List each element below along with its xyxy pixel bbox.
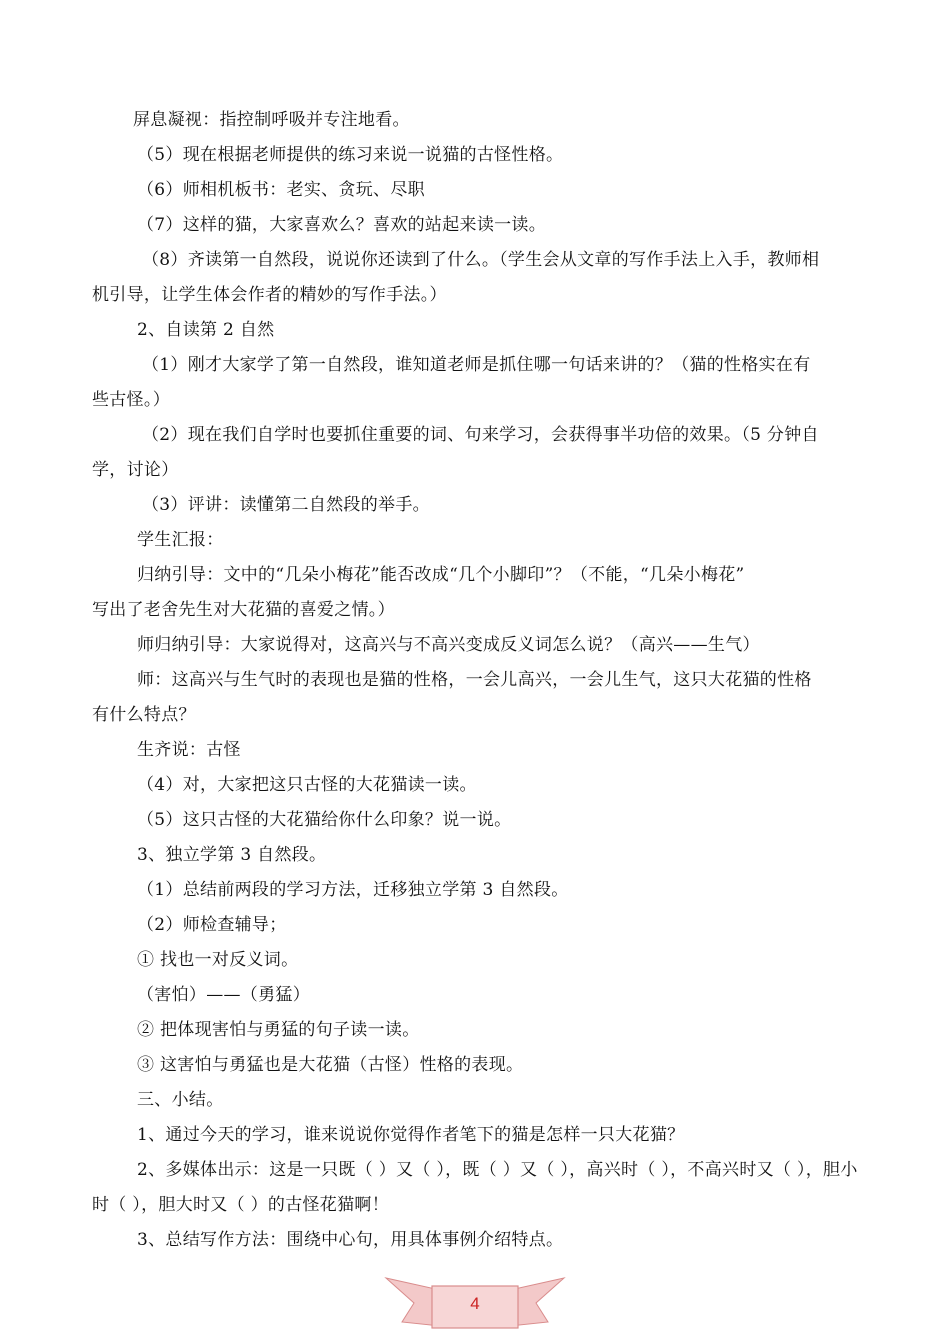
- text-line: （5）这只古怪的大花猫给你什么印象？说一说。: [137, 810, 512, 830]
- text-line: （2）现在我们自学时也要抓住重要的词、句来学习，会获得事半功倍的效果。（5 分钟自: [142, 425, 819, 445]
- text-line: （5）现在根据老师提供的练习来说一说猫的古怪性格。: [137, 145, 564, 165]
- text-line: （2）师检查辅导；: [137, 915, 287, 935]
- text-line: （8）齐读第一自然段，说说你还读到了什么。（学生会从文章的写作手法上入手，教师相: [142, 250, 820, 270]
- text-line: 写出了老舍先生对大花猫的喜爱之情。）: [92, 600, 395, 620]
- text-line: ② 把体现害怕与勇猛的句子读一读。: [137, 1020, 420, 1040]
- text-line: 师归纳引导：大家说得对，这高兴与不高兴变成反义词怎么说？（高兴——生气）: [137, 635, 760, 655]
- text-line: （1）刚才大家学了第一自然段，谁知道老师是抓住哪一句话来讲的？（猫的性格实在有: [142, 355, 811, 375]
- text-line: 学生汇报：: [137, 530, 224, 550]
- text-line: 师：这高兴与生气时的表现也是猫的性格，一会儿高兴，一会儿生气，这只大花猫的性格: [137, 670, 812, 690]
- text-line: （害怕）——（勇猛）: [137, 985, 310, 1005]
- page-footer-ribbon: [380, 1270, 570, 1336]
- text-line: 些古怪。）: [92, 390, 170, 410]
- text-line: 有什么特点？: [92, 705, 196, 725]
- text-line: ① 找也一对反义词。: [137, 950, 299, 970]
- text-line: （1）总结前两段的学习方法，迁移独立学第 3 自然段。: [137, 880, 569, 900]
- text-line: （7）这样的猫，大家喜欢么？喜欢的站起来读一读。: [137, 215, 547, 235]
- text-line: 归纳引导：文中的“几朵小梅花”能否改成“几个小脚印”？（不能，“几朵小梅花”: [137, 565, 745, 585]
- text-line: （6）师相机板书：老实、贪玩、尽职: [137, 180, 425, 200]
- text-line: ③ 这害怕与勇猛也是大花猫（古怪）性格的表现。: [137, 1055, 524, 1075]
- text-line: 屏息凝视：指控制呼吸并专注地看。: [133, 110, 410, 130]
- text-line: 3、总结写作方法：围绕中心句，用具体事例介绍特点。: [137, 1230, 564, 1250]
- text-line: 生齐说：古怪: [137, 740, 241, 760]
- text-line: 2、自读第 2 自然: [137, 320, 275, 340]
- text-line: 3、独立学第 3 自然段。: [137, 845, 327, 865]
- text-line: （4）对，大家把这只古怪的大花猫读一读。: [137, 775, 477, 795]
- text-line: 机引导，让学生体会作者的精妙的写作手法。）: [92, 285, 447, 305]
- text-line: 1、通过今天的学习，谁来说说你觉得作者笔下的猫是怎样一只大花猫？: [137, 1125, 685, 1145]
- text-line: 2、多媒体出示：这是一只既（ ）又（ ），既（ ）又（ ），高兴时（ ），不高兴时又（ ），胆小: [137, 1160, 858, 1180]
- text-line: 时（ ），胆大时又（ ）的古怪花猫啊！: [92, 1195, 390, 1215]
- text-line: 学，讨论）: [92, 460, 179, 480]
- text-line: （3）评讲：读懂第二自然段的举手。: [142, 495, 430, 515]
- text-line: 三、小结。: [137, 1090, 224, 1110]
- page-number: 4: [470, 1294, 480, 1313]
